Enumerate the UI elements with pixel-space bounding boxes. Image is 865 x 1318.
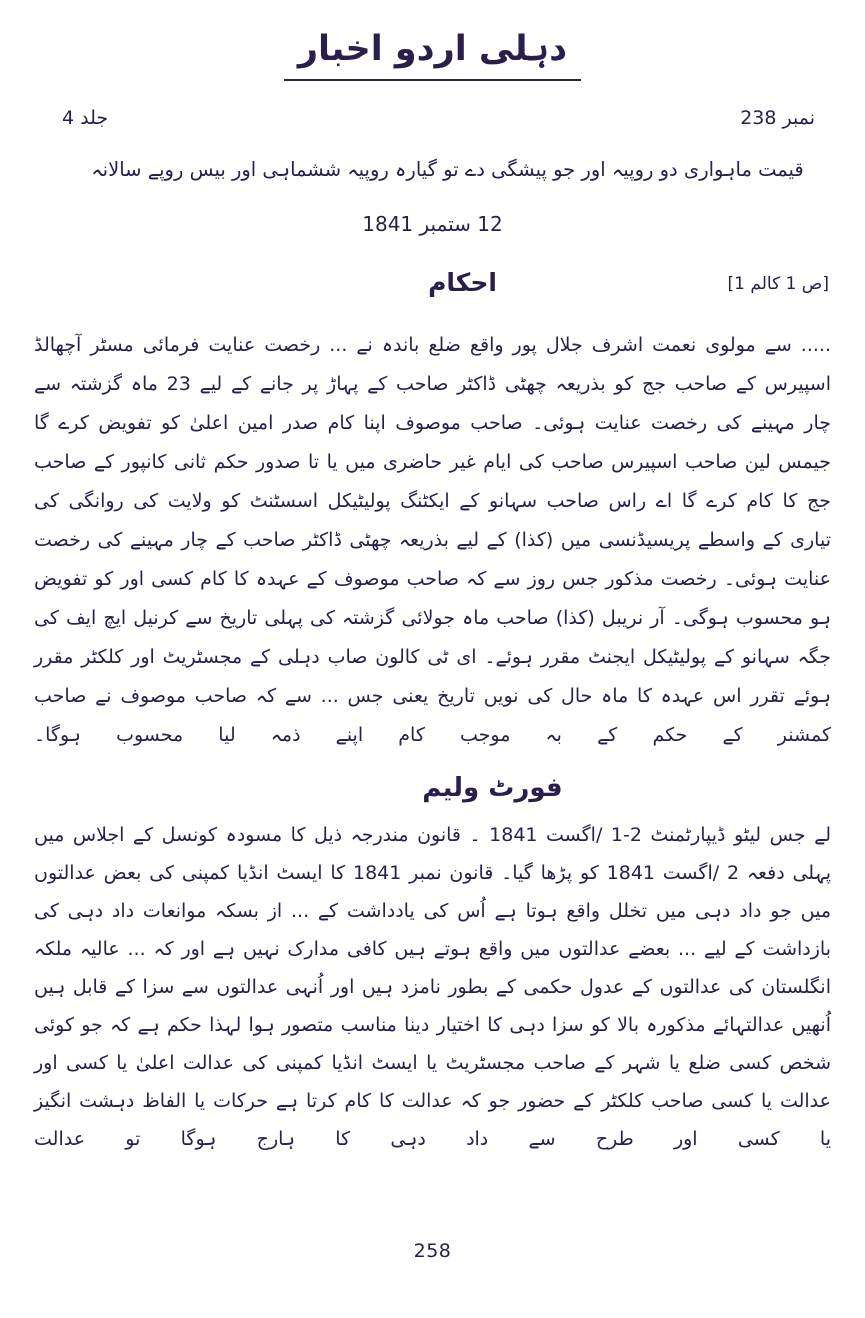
column-reference: [ص 1 کالم 1]: [727, 274, 829, 295]
section-title: احکام: [428, 268, 497, 298]
masthead: [28, 0, 837, 81]
issue-line: [28, 107, 837, 129]
page-number: 258: [413, 1240, 452, 1262]
price-line: قیمت ماہواری دو روپیہ اور جو پیشگی دے تو گیارہ روپیہ ششماہی اور بیس روپے سالانہ: [91, 158, 804, 182]
issue-number-label: نمبر 238: [740, 107, 815, 130]
publication-date: 12 ستمبر 1841: [362, 212, 503, 237]
volume-label: جلد 4: [62, 107, 109, 130]
section-body-fort-william: لے جس لیٹو ڈیپارٹمنٹ 2-1 /اگست 1841 ۔ قانون مندرجہ ذیل کا مسودہ کونسل کے اجلاس میں پہلی دفعہ 2 /اگست 1841 کو پڑھا گیا۔ قانون نمبر 1841 کا ایسٹ انڈیا کمپنی کی بعض عدالتوں میں جو داد دہی میں تخلل واقع ہوتا ہے اُس کی یادداشت کے ... از بسکہ موانعات داد دہی کی بازداشت کے لیے ... بعضے عدالتوں میں واقع ہوتے ہیں کافی مدارک نہیں ہے اور کہ ... عالیہ ملکہ انگلستان کی عدالتوں کے عدول حکمی کے بطور نامزد ہیں اور اُنہی عدالتوں سے سزا کے قابل ہیں اُنھیں عدالتہائے مذکورہ بالا کو سزا دہی کا اختیار دینا مناسب متصور ہوا لہذا حکم ہے کہ جو کوئی شخص کسی ضلع یا شہر کے صاحب مجسٹریٹ یا ایسٹ انڈیا کمپنی کی عدالت اعلیٰ یا کسی اور عدالت یا کسی صاحب کلکٹر کے حضور جو کہ عدالت کا کام کرتا ہے حرکات یا الفاظ دہشت انگیز یا کسی اور طرح سے داد دہی کا ہارج ہوگا تو عدالت: [34, 823, 832, 1150]
section-header-fort-william: [28, 773, 837, 804]
section-title: فورٹ ولیم: [422, 772, 563, 803]
section-body-ahkam: ..... سے مولوی نعمت اشرف جلال پور واقع ضلع باندہ نے ... رخصت عنایت فرمائی مسٹر آچھالڈ اسپیرس کے صاحب جج کو بذریعہ چھٹی ڈاکٹر صاحب کے پہاڑ پر جانے کے لیے 23 ماہ گزشتہ سے چار مہینے کی رخصت عنایت ہوئی۔ صاحب موصوف اپنا کام صدر امین اعلیٰ کو تفویض کرے گا جیمس لین صاحب اسپیرس صاحب کی ایام غیر حاضری میں یا تا صدور حکم ثانی کانپور کے صاحب جج کا کام کرے گا اے راس صاحب سہانو کے ایکٹنگ پولیٹیکل اسسٹنٹ کو ولایت کی روانگی کی تیاری کے واسطے پریسیڈنسی میں (کذا) کے لیے بذریعہ چھٹی ڈاکٹر صاحب کے چار مہینے کی رخصت عنایت ہوئی۔ رخصت مذکور جس روز سے کہ صاحب موصوف کے عہدہ کا کام کسی اور کو تفویض ہو محسوب ہوگی۔ آر نریبل (کذا) صاحب ماہ جولائی گزشتہ کی پہلی تاریخ سے کرنیل ایچ ایف کی جگہ سہانو کے پولیٹیکل ایجنٹ مقرر ہوئے۔ ای ٹی کالون صاب دہلی کے مجسٹریٹ اور کلکٹر مقرر ہوئے تقرر اس عہدہ کا ماہ حال کی نویں تاریخ یعنی جس ... سے کہ صاحب موصوف نے صاحب کمشنر کے حکم کے بہ موجب کام اپنے ذمہ لیا محسوب ہوگا۔: [34, 334, 831, 746]
newspaper-title: دہلی اردو اخبار: [284, 26, 581, 81]
section-header-ahkam: [28, 270, 837, 310]
